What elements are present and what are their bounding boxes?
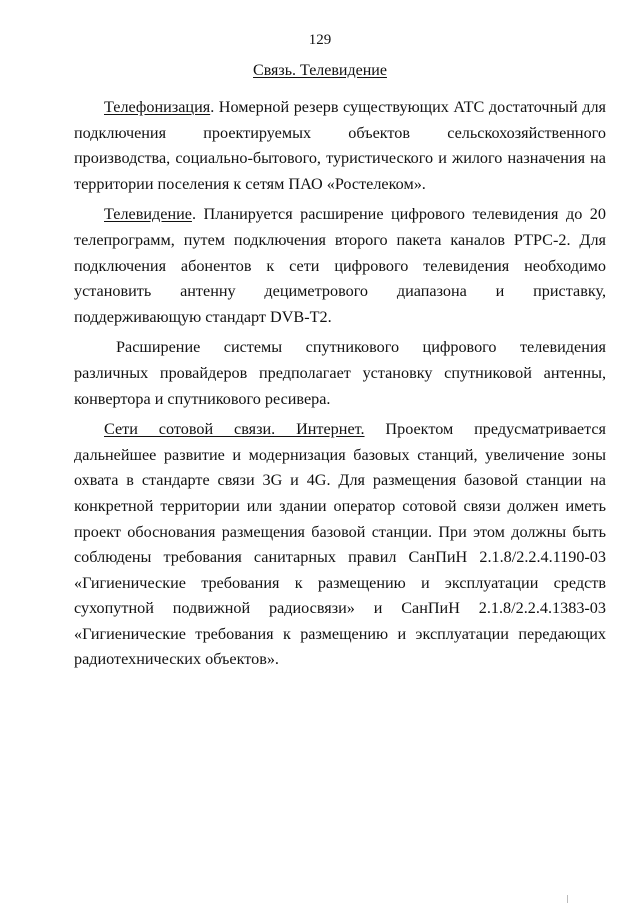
scan-mark [567,895,568,903]
paragraph-text-cellular: Проектом предусматривается дальнейшее развитие и модернизация базовых станций, увеличение зоны охвата в стандарте связи 3G и 4G. Для размещения базовой станции на конкретной территории или здании оператор сотовой связи должен иметь проект обоснования размещения базовой станции. При этом должны быть соблюдены требования санитарных правил СанПиН 2.1.8/2.2.4.1190-03 «Гигиенические требования к размещению и эксплуатации средств сухопутной подвижной радиосвязи» и СанПиН 2.1.8/2.2.4.1383-03 «Гигиенические требования к размещению и эксплуатации передающих радиотехнических объектов». [74,420,606,669]
paragraph-lead-cellular: Сети сотовой связи. Интернет. [104,420,365,439]
paragraph-lead-telephony: Телефонизация [104,98,211,116]
section-title: Связь. Телевидение [253,62,387,79]
paragraph-text-television: . Планируется расширение цифрового телевидения до 20 телепрограмм, путем подключения второго пакета каналов РТРС-2. Для подключения абонентов к сети цифрового телевидения необходимо установить антенну дециметрового диапазона и приставку, поддерживающую стандарт DVB-Т2. [74,205,606,326]
paragraph-satellite [74,335,606,412]
paragraph-cellular [74,417,606,673]
paragraph-lead-television: Телевидение [104,205,192,224]
paragraph-text-telephony: . Номерной резерв существующих АТС достаточный для подключения проектируемых объектов сельскохозяйственного производства, социально-бытового, туристического и жилого назначения на территории поселения к сетям ПАО «Ростелеком». [74,98,606,193]
paragraph-telephony [74,95,606,197]
page-number: 129 [308,32,332,48]
document-body [74,95,606,678]
paragraph-television [74,202,606,330]
paragraph-text-satellite: Расширение системы спутникового цифрового телевидения различных провайдеров предполагает установку спутниковой антенны, конвертора и спутникового ресивера. [74,338,606,408]
